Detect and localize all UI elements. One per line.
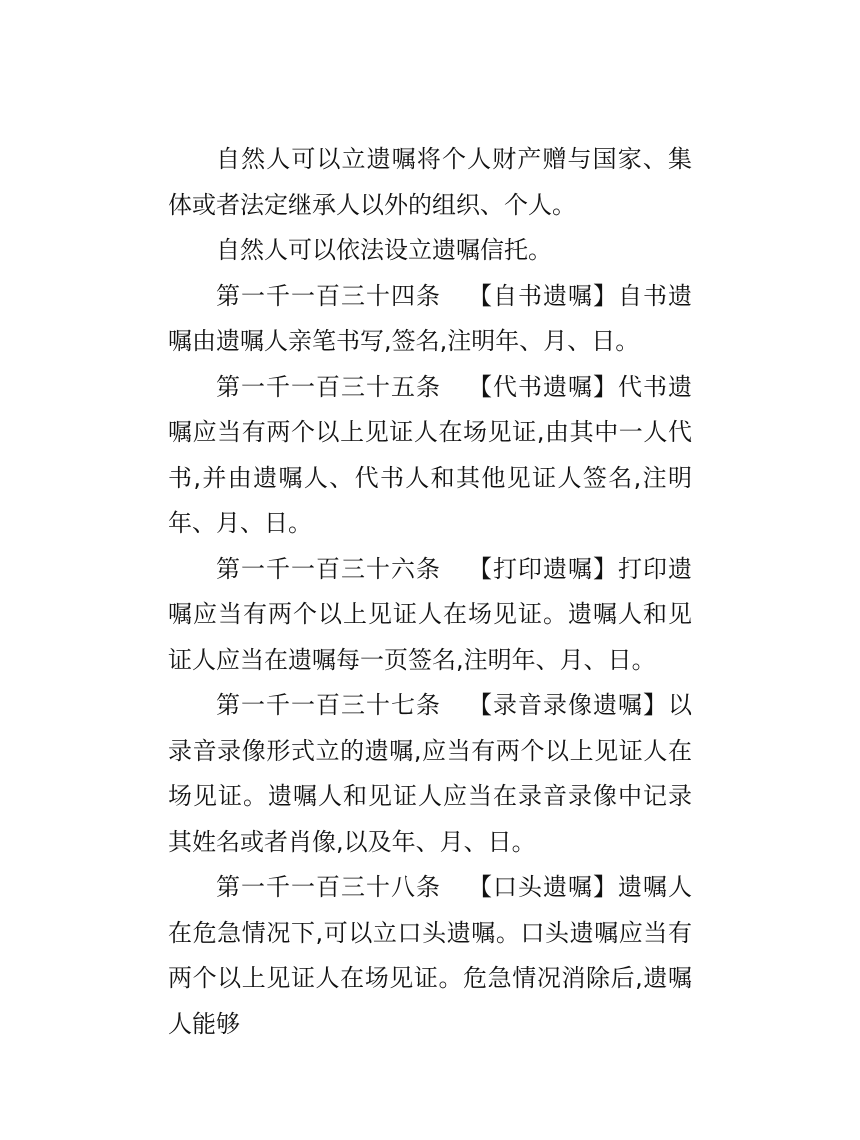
article-paragraph bbox=[168, 683, 692, 865]
document-page bbox=[168, 137, 692, 1047]
article-text: 自书遗嘱由遗嘱人亲笔书写,签名,注明年、月、日。 bbox=[168, 281, 692, 355]
article-heading: 【录音录像遗嘱】 bbox=[467, 691, 668, 719]
article-number: 第一千一百三十八条 bbox=[216, 873, 441, 901]
article-paragraph bbox=[168, 547, 692, 684]
paragraph bbox=[168, 228, 692, 274]
article-text: 遗嘱人在危急情况下,可以立口头遗嘱。口头遗嘱应当有两个以上见证人在场见证。危急情况消除后,遗嘱人能够 bbox=[168, 873, 692, 1038]
article-text: 以录音录像形式立的遗嘱,应当有两个以上见证人在场见证。遗嘱人和见证人应当在录音录像中记录其姓名或者肖像,以及年、月、日。 bbox=[168, 691, 692, 856]
article-number: 第一千一百三十六条 bbox=[216, 554, 441, 583]
article-paragraph bbox=[168, 365, 692, 547]
article-heading: 【口头遗嘱】 bbox=[467, 873, 618, 901]
article-number: 第一千一百三十四条 bbox=[216, 281, 441, 310]
article-paragraph bbox=[168, 274, 692, 365]
paragraph bbox=[168, 137, 692, 228]
article-heading: 【自书遗嘱】 bbox=[467, 281, 618, 310]
article-number: 第一千一百三十七条 bbox=[216, 691, 441, 719]
article-heading: 【打印遗嘱】 bbox=[467, 554, 618, 583]
paragraph-text: 自然人可以立遗嘱将个人财产赠与国家、集体或者法定继承人以外的组织、个人。 bbox=[168, 145, 692, 219]
article-number: 第一千一百三十五条 bbox=[216, 372, 441, 401]
article-heading: 【代书遗嘱】 bbox=[467, 372, 618, 401]
article-text: 代书遗嘱应当有两个以上见证人在场见证,由其中一人代书,并由遗嘱人、代书人和其他见证人签名,注明年、月、日。 bbox=[168, 372, 692, 537]
article-paragraph bbox=[168, 865, 692, 1047]
paragraph-text: 自然人可以依法设立遗嘱信托。 bbox=[216, 236, 552, 264]
article-text: 打印遗嘱应当有两个以上见证人在场见证。遗嘱人和见证人应当在遗嘱每一页签名,注明年、月、日。 bbox=[168, 554, 692, 674]
